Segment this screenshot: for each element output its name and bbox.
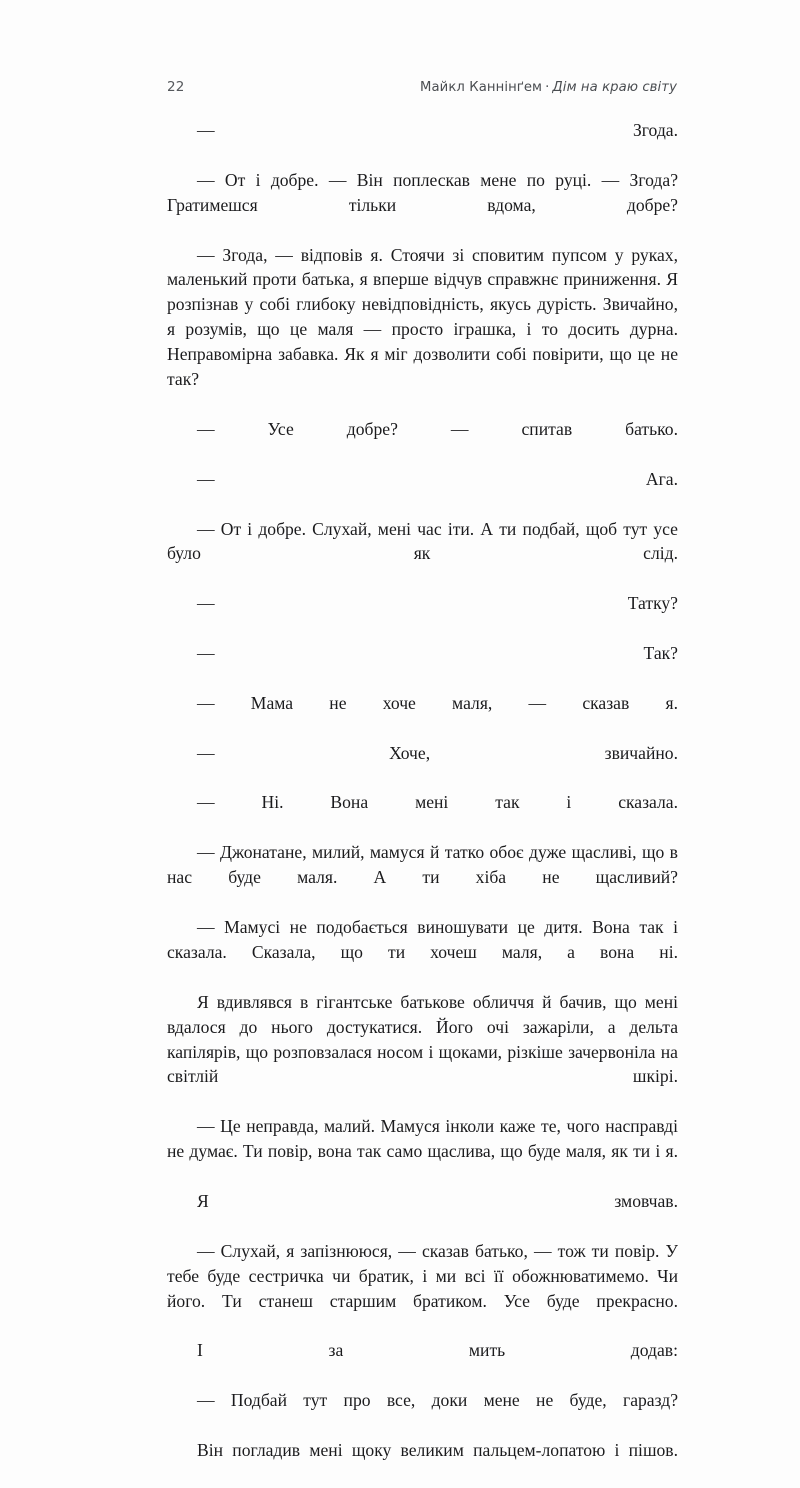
paragraph: Я змовчав. <box>197 1190 678 1211</box>
paragraph: — Подбай тут про все, доки мене не буде, гаразд? <box>197 1390 678 1411</box>
paragraph: — Так? <box>197 643 678 664</box>
paragraph: — Згода, — відповів я. Стоячи зі сповитим пупсом у руках, маленький проти батька, я вперше відчув справжнє приниження. Я розпізнав у собі глибоку невідповідність, якусь дурість. Звичайно, я розумів, що це маля — просто іграшка, і то досить дурна. Неправомірна забавка. Як я міг дозволити собі повірити, що це не так? <box>167 244 678 390</box>
paragraph: — Це неправда, малий. Мамуся інколи каже те, чого насправді не думає. Ти повір, вона так само щаслива, що буде маля, як ти і я. <box>167 1116 678 1162</box>
running-head-title <box>420 79 677 97</box>
paragraph: — Джонатане, милий, мамуся й татко обоє дуже щасливі, що в нас буде маля. А ти хіба не щасливий? <box>167 842 678 888</box>
running-head-author: Майкл Каннінґем <box>420 80 543 95</box>
paragraph: — Усе добре? — спитав батько. <box>197 418 678 439</box>
running-head <box>167 78 677 100</box>
paragraph: — Ага. <box>197 468 678 489</box>
paragraph: — От і добре. Слухай, мені час іти. А ти подбай, щоб тут усе було як слід. <box>167 518 678 564</box>
paragraph: — Хоче, звичайно. <box>197 742 678 763</box>
paragraph: — От і добре. — Він поплескав мене по руці. — Згода? Гратимешся тільки вдома, добре? <box>167 169 678 215</box>
page-number: 22 <box>167 79 185 95</box>
paragraph: І за мить додав: <box>197 1340 678 1361</box>
paragraph: Я вдивлявся в гігантське батькове обличчя й бачив, що мені вдалося до нього достукатися. Його очі зажаріли, а дельта капілярів, що розповзалася носом і щоками, різкіше зачервоніла на світлій шкірі. <box>167 991 678 1087</box>
paragraph: — Слухай, я запізнююся, — сказав батько, — тож ти повір. У тебе буде сестричка чи братик, і ми всі її обожнюватимемо. Чи його. Ти станеш старшим братиком. Усе буде прекрасно. <box>167 1240 678 1311</box>
running-head-separator: · <box>545 80 550 95</box>
paragraph: — Згода. <box>197 120 678 140</box>
paragraph: — Мамусі не подобається виношувати це дитя. Вона так і сказала. Сказала, що ти хочеш маля, а вона ні. <box>167 917 678 962</box>
paragraph: — Татку? <box>197 593 678 614</box>
running-head-book-title: Дім на краю світу <box>552 80 677 95</box>
paragraph: Він погладив мені щоку великим пальцем-лопатою і пішов. <box>197 1440 678 1461</box>
paragraph: — Мама не хоче маля, — сказав я. <box>197 692 678 713</box>
paragraph: — Ні. Вона мені так і сказала. <box>197 792 678 813</box>
body-text <box>167 118 678 1488</box>
